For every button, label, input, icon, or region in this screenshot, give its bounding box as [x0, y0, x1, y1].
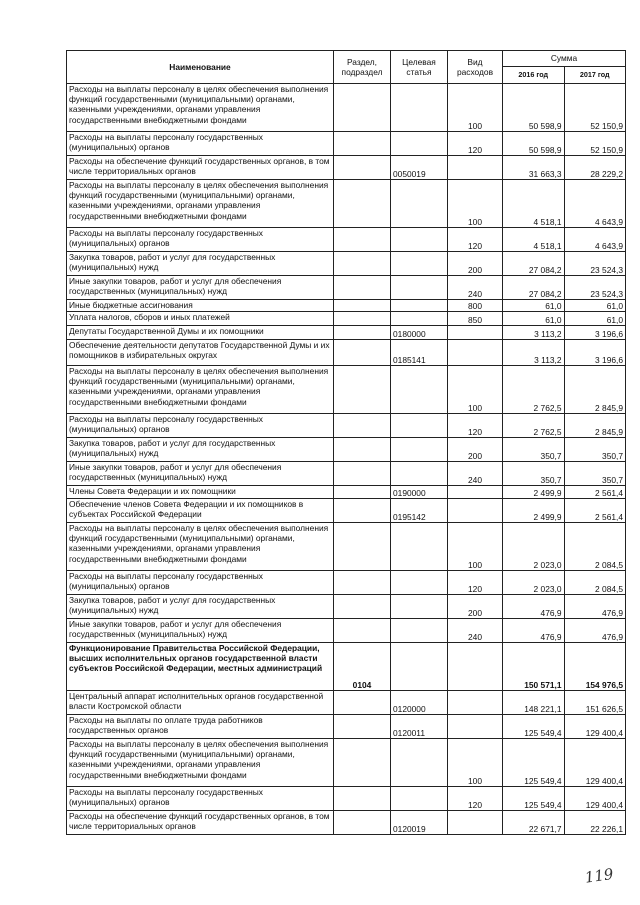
row-name: Расходы на выплаты персоналу в целях обеспечения выполнения функций государственными (муниципальными) органами, казенными учреждениями, органами управления государственными внебюджетными фондами [67, 523, 334, 571]
row-section [334, 595, 391, 619]
row-sum-2016: 125 549,4 [503, 787, 565, 811]
row-sum-2017: 52 150,9 [564, 84, 626, 132]
row-sum-2017: 154 976,5 [564, 643, 626, 691]
row-name: Расходы на выплаты персоналу в целях обеспечения выполнения функций государственными (муниципальными) органами, казенными учреждениями, органами управления государственными внебюджетными фондами [67, 180, 334, 228]
row-sum-2016: 2 499,9 [503, 499, 565, 523]
row-sum-2017: 476,9 [564, 619, 626, 643]
row-sum-2017: 28 229,2 [564, 156, 626, 180]
row-sum-2016: 148 221,1 [503, 691, 565, 715]
row-sum-2016: 125 549,4 [503, 715, 565, 739]
row-sum-2016: 50 598,9 [503, 84, 565, 132]
table-row [67, 787, 626, 811]
table-row [67, 156, 626, 180]
row-target: 0050019 [391, 156, 448, 180]
row-sum-2016: 3 113,2 [503, 340, 565, 366]
row-kind [448, 499, 503, 523]
table-row [67, 84, 626, 132]
row-name: Функционирование Правительства Российской Федерации, высших исполнительных органов государственной власти субъектов Российской Федерации, местных администраций [67, 643, 334, 691]
row-section [334, 619, 391, 643]
row-target: 0180000 [391, 326, 448, 340]
row-section [334, 438, 391, 462]
row-target [391, 366, 448, 414]
row-target: 0190000 [391, 486, 448, 499]
row-name: Расходы на обеспечение функций государственных органов, в том числе территориальных органов [67, 156, 334, 180]
row-kind: 200 [448, 595, 503, 619]
row-target [391, 180, 448, 228]
row-name: Члены Совета Федерации и их помощники [67, 486, 334, 499]
row-sum-2017: 2 084,5 [564, 571, 626, 595]
row-sum-2016: 476,9 [503, 619, 565, 643]
row-target [391, 276, 448, 300]
row-sum-2016: 27 084,2 [503, 276, 565, 300]
row-section [334, 84, 391, 132]
row-name: Обеспечение деятельности депутатов Государственной Думы и их помощников в избирательных округах [67, 340, 334, 366]
row-target: 0120019 [391, 811, 448, 835]
table-row [67, 643, 626, 691]
row-name: Расходы на выплаты персоналу государственных (муниципальных) органов [67, 787, 334, 811]
row-kind: 120 [448, 787, 503, 811]
row-section [334, 326, 391, 340]
row-sum-2017: 2 561,4 [564, 499, 626, 523]
row-sum-2016: 61,0 [503, 312, 565, 326]
row-section [334, 691, 391, 715]
column-header-kind: Вид расходов [448, 51, 503, 84]
table-row [67, 691, 626, 715]
row-target [391, 739, 448, 787]
row-name: Расходы на выплаты персоналу в целях обеспечения выполнения функций государственными (муниципальными) органами, казенными учреждениями, органами управления государственными внебюджетными фондами [67, 84, 334, 132]
row-section [334, 276, 391, 300]
table-row [67, 276, 626, 300]
row-name: Уплата налогов, сборов и иных платежей [67, 312, 334, 326]
row-section [334, 366, 391, 414]
row-kind: 240 [448, 619, 503, 643]
row-sum-2017: 129 400,4 [564, 715, 626, 739]
row-sum-2017: 23 524,3 [564, 276, 626, 300]
budget-page [66, 50, 626, 835]
row-section [334, 414, 391, 438]
row-sum-2017: 476,9 [564, 595, 626, 619]
row-name: Обеспечение членов Совета Федерации и их помощников в субъектах Российской Федерации [67, 499, 334, 523]
row-name: Закупка товаров, работ и услуг для государственных (муниципальных) нужд [67, 252, 334, 276]
row-kind: 850 [448, 312, 503, 326]
row-sum-2016: 61,0 [503, 300, 565, 312]
row-sum-2016: 350,7 [503, 438, 565, 462]
table-row [67, 619, 626, 643]
row-sum-2016: 50 598,9 [503, 132, 565, 156]
row-section [334, 811, 391, 835]
row-kind: 240 [448, 276, 503, 300]
row-section [334, 156, 391, 180]
row-name: Закупка товаров, работ и услуг для государственных (муниципальных) нужд [67, 595, 334, 619]
row-target: 0195142 [391, 499, 448, 523]
table-row [67, 499, 626, 523]
row-name: Расходы на выплаты персоналу государственных (муниципальных) органов [67, 132, 334, 156]
row-kind [448, 691, 503, 715]
row-kind [448, 643, 503, 691]
row-section [334, 523, 391, 571]
row-kind: 100 [448, 366, 503, 414]
row-sum-2017: 23 524,3 [564, 252, 626, 276]
row-name: Закупка товаров, работ и услуг для государственных (муниципальных) нужд [67, 438, 334, 462]
row-target [391, 252, 448, 276]
table-row [67, 228, 626, 252]
row-sum-2016: 476,9 [503, 595, 565, 619]
row-sum-2016: 4 518,1 [503, 228, 565, 252]
row-name: Расходы на выплаты по оплате труда работников государственных органов [67, 715, 334, 739]
row-sum-2017: 4 643,9 [564, 228, 626, 252]
row-name: Иные бюджетные ассигнования [67, 300, 334, 312]
row-sum-2016: 3 113,2 [503, 326, 565, 340]
row-kind: 120 [448, 228, 503, 252]
row-sum-2017: 52 150,9 [564, 132, 626, 156]
row-sum-2017: 61,0 [564, 300, 626, 312]
row-target [391, 300, 448, 312]
page-number: 119 [583, 864, 615, 887]
row-sum-2017: 22 226,1 [564, 811, 626, 835]
row-sum-2016: 2 023,0 [503, 523, 565, 571]
row-kind [448, 156, 503, 180]
row-sum-2016: 2 499,9 [503, 486, 565, 499]
row-target [391, 132, 448, 156]
row-sum-2017: 3 196,6 [564, 340, 626, 366]
row-target [391, 462, 448, 486]
row-section [334, 340, 391, 366]
row-section [334, 312, 391, 326]
row-sum-2016: 2 762,5 [503, 414, 565, 438]
row-target [391, 595, 448, 619]
row-target [391, 84, 448, 132]
row-sum-2016: 4 518,1 [503, 180, 565, 228]
row-name: Иные закупки товаров, работ и услуг для обеспечения государственных (муниципальных) нужд [67, 276, 334, 300]
row-name: Иные закупки товаров, работ и услуг для обеспечения государственных (муниципальных) нужд [67, 462, 334, 486]
row-section [334, 499, 391, 523]
row-sum-2016: 22 671,7 [503, 811, 565, 835]
table-row [67, 462, 626, 486]
row-kind [448, 486, 503, 499]
table-row [67, 414, 626, 438]
row-section [334, 180, 391, 228]
row-sum-2017: 2 845,9 [564, 414, 626, 438]
row-sum-2016: 125 549,4 [503, 739, 565, 787]
row-section [334, 300, 391, 312]
row-target [391, 228, 448, 252]
row-kind: 200 [448, 252, 503, 276]
row-name: Расходы на выплаты персоналу государственных (муниципальных) органов [67, 571, 334, 595]
row-sum-2017: 4 643,9 [564, 180, 626, 228]
row-sum-2017: 151 626,5 [564, 691, 626, 715]
row-section [334, 715, 391, 739]
row-sum-2016: 150 571,1 [503, 643, 565, 691]
row-target [391, 414, 448, 438]
table-row [67, 715, 626, 739]
table-row [67, 486, 626, 499]
row-kind: 120 [448, 571, 503, 595]
row-section [334, 739, 391, 787]
column-header-name: Наименование [67, 51, 334, 84]
row-sum-2017: 129 400,4 [564, 787, 626, 811]
budget-table [66, 50, 626, 835]
row-target [391, 571, 448, 595]
table-row [67, 739, 626, 787]
row-kind: 120 [448, 132, 503, 156]
row-section [334, 252, 391, 276]
row-kind: 240 [448, 462, 503, 486]
row-section [334, 132, 391, 156]
row-sum-2017: 350,7 [564, 438, 626, 462]
row-sum-2017: 2 084,5 [564, 523, 626, 571]
row-kind: 800 [448, 300, 503, 312]
row-kind [448, 715, 503, 739]
row-name: Центральный аппарат исполнительных органов государственной власти Костромской области [67, 691, 334, 715]
row-sum-2017: 129 400,4 [564, 739, 626, 787]
row-section [334, 486, 391, 499]
row-target [391, 787, 448, 811]
row-sum-2017: 350,7 [564, 462, 626, 486]
column-header-section: Раздел, подраздел [334, 51, 391, 84]
row-target [391, 523, 448, 571]
row-section [334, 787, 391, 811]
row-name: Расходы на обеспечение функций государственных органов, в том числе территориальных органов [67, 811, 334, 835]
row-target [391, 643, 448, 691]
row-target: 0120011 [391, 715, 448, 739]
row-target [391, 438, 448, 462]
table-row [67, 340, 626, 366]
row-kind [448, 340, 503, 366]
row-kind: 100 [448, 739, 503, 787]
row-kind: 120 [448, 414, 503, 438]
row-sum-2016: 2 023,0 [503, 571, 565, 595]
table-row [67, 180, 626, 228]
table-row [67, 523, 626, 571]
row-kind [448, 811, 503, 835]
row-target [391, 312, 448, 326]
column-header-year2: 2017 год [564, 66, 626, 83]
row-name: Депутаты Государственной Думы и их помощники [67, 326, 334, 340]
table-row [67, 595, 626, 619]
row-sum-2017: 61,0 [564, 312, 626, 326]
table-header-row [67, 51, 626, 67]
column-header-year1: 2016 год [503, 66, 565, 83]
row-name: Иные закупки товаров, работ и услуг для обеспечения государственных (муниципальных) нужд [67, 619, 334, 643]
row-name: Расходы на выплаты персоналу в целях обеспечения выполнения функций государственными (муниципальными) органами, казенными учреждениями, органами управления государственными внебюджетными фондами [67, 739, 334, 787]
row-kind: 200 [448, 438, 503, 462]
row-section [334, 228, 391, 252]
row-name: Расходы на выплаты персоналу государственных (муниципальных) органов [67, 414, 334, 438]
row-sum-2017: 3 196,6 [564, 326, 626, 340]
row-name: Расходы на выплаты персоналу государственных (муниципальных) органов [67, 228, 334, 252]
table-row [67, 326, 626, 340]
row-kind [448, 326, 503, 340]
column-header-sum: Сумма [503, 51, 626, 67]
row-name: Расходы на выплаты персоналу в целях обеспечения выполнения функций государственными (муниципальными) органами, казенными учреждениями, органами управления государственными внебюджетными фондами [67, 366, 334, 414]
row-sum-2016: 350,7 [503, 462, 565, 486]
row-sum-2016: 31 663,3 [503, 156, 565, 180]
row-kind: 100 [448, 180, 503, 228]
row-kind: 100 [448, 84, 503, 132]
row-section [334, 571, 391, 595]
row-target: 0185141 [391, 340, 448, 366]
row-target: 0120000 [391, 691, 448, 715]
row-target [391, 619, 448, 643]
table-row [67, 571, 626, 595]
table-row [67, 811, 626, 835]
table-row [67, 366, 626, 414]
row-sum-2016: 2 762,5 [503, 366, 565, 414]
row-sum-2016: 27 084,2 [503, 252, 565, 276]
row-section: 0104 [334, 643, 391, 691]
row-sum-2017: 2 845,9 [564, 366, 626, 414]
column-header-target: Целевая статья [391, 51, 448, 84]
table-row [67, 132, 626, 156]
table-row [67, 252, 626, 276]
row-kind: 100 [448, 523, 503, 571]
row-sum-2017: 2 561,4 [564, 486, 626, 499]
table-row [67, 438, 626, 462]
row-section [334, 462, 391, 486]
table-row [67, 312, 626, 326]
table-body [67, 84, 626, 835]
table-row [67, 300, 626, 312]
